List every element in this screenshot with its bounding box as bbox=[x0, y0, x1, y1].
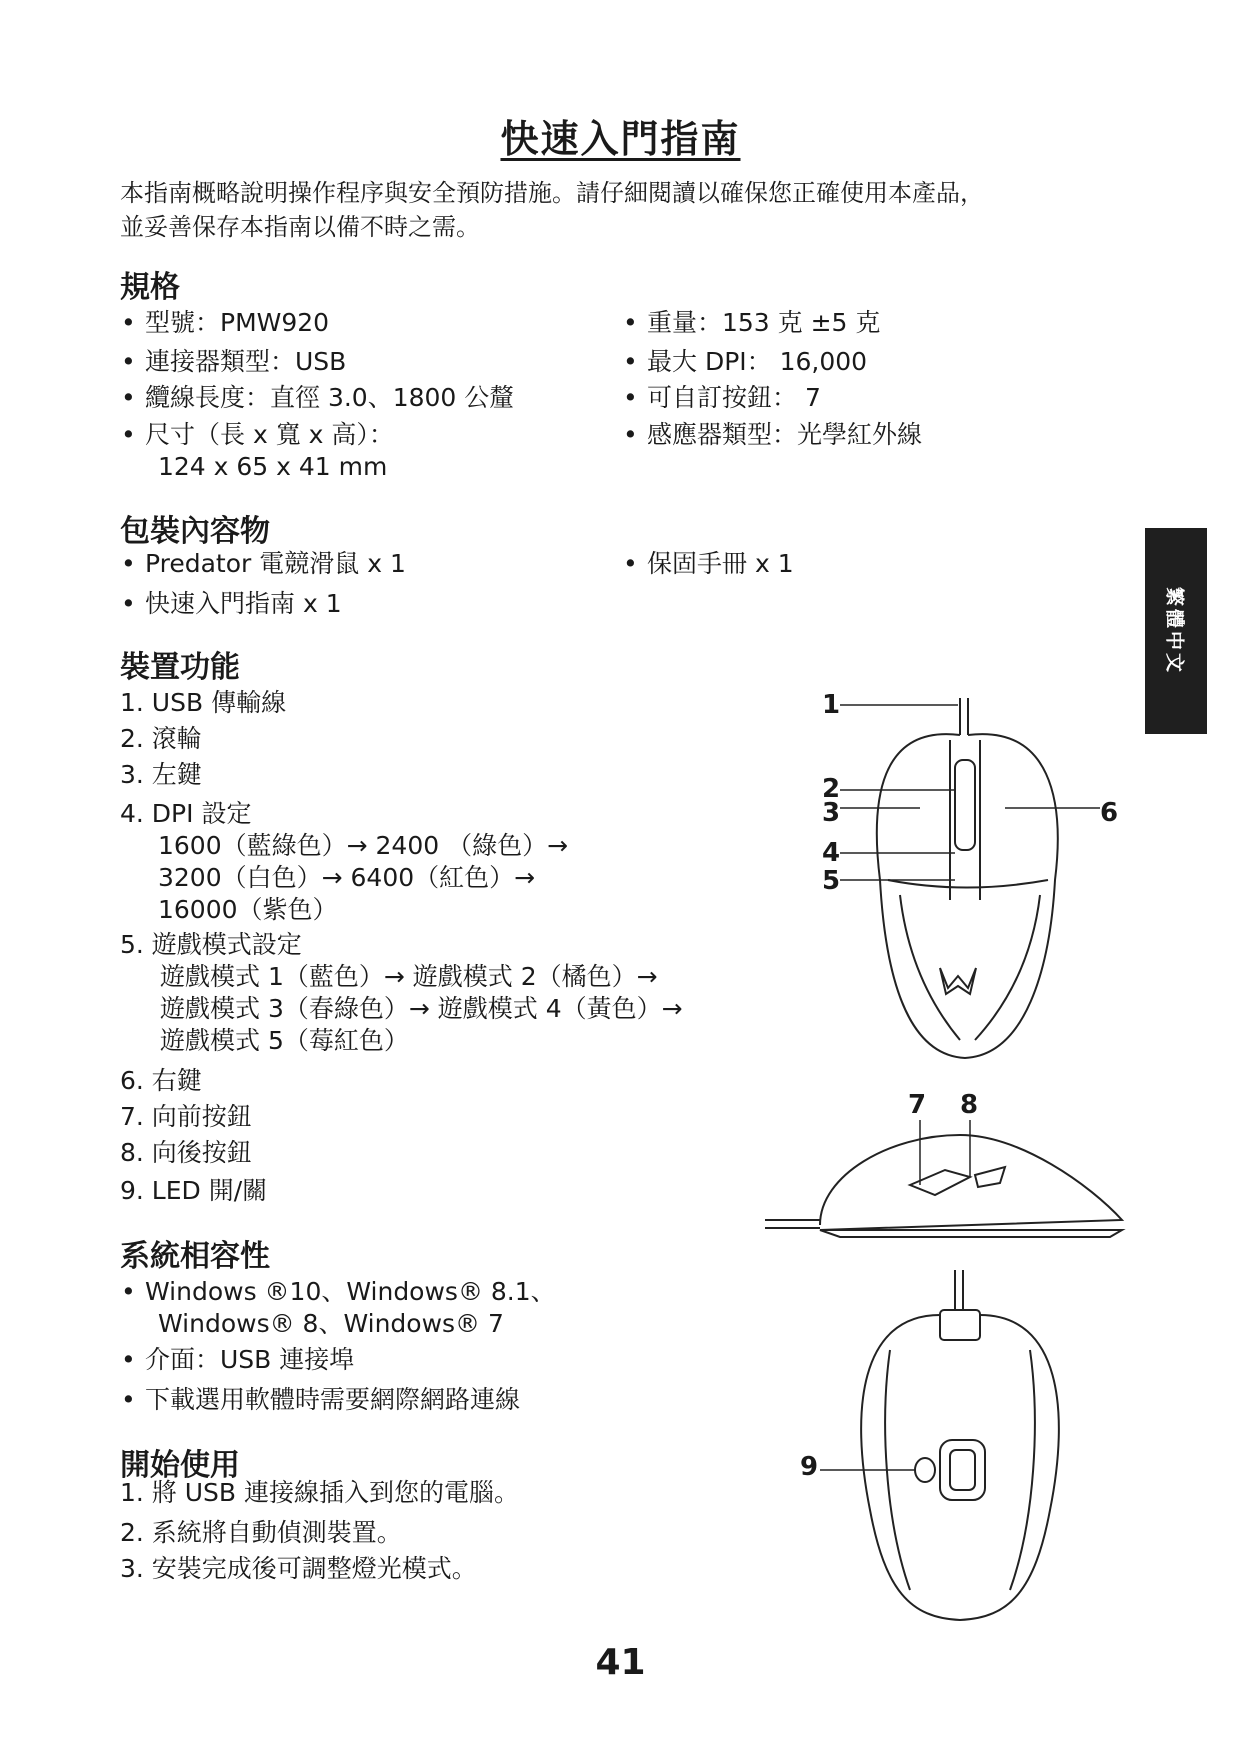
spec-sensor: • 感應器類型：光學紅外線 bbox=[647, 420, 922, 450]
feature-3: 3. 左鍵 bbox=[120, 760, 202, 789]
dpi-line-2: 3200（白色）→ 6400（紅色）→ bbox=[158, 863, 536, 892]
spec-cable: • 纜線長度：直徑 3.0、1800 公釐 bbox=[145, 383, 514, 413]
feature-2: 2. 滾輪 bbox=[120, 724, 202, 753]
mouse-side-view-illustration bbox=[760, 1095, 1130, 1255]
compat-interface: • 介面：USB 連接埠 bbox=[145, 1345, 354, 1375]
feature-1: 1. USB 傳輸線 bbox=[120, 688, 287, 717]
features-heading: 裝置功能 bbox=[120, 650, 240, 685]
package-item-guide: • 快速入門指南 x 1 bbox=[145, 589, 342, 619]
callout-6: 6 bbox=[1100, 798, 1119, 828]
spec-connector: • 連接器類型：USB bbox=[145, 347, 346, 377]
compat-os: • Windows ®10、Windows® 8.1、 bbox=[145, 1277, 556, 1307]
callout-4: 4 bbox=[822, 838, 841, 868]
callout-7: 7 bbox=[908, 1090, 927, 1120]
dpi-line-3: 16000（紫色） bbox=[158, 895, 338, 924]
feature-8: 8. 向後按鈕 bbox=[120, 1138, 252, 1167]
mouse-top-view-illustration bbox=[810, 680, 1130, 1080]
compat-heading: 系統相容性 bbox=[120, 1239, 270, 1274]
start-step-2: 2. 系統將自動偵測裝置。 bbox=[120, 1518, 402, 1547]
intro-line-2: 並妥善保存本指南以備不時之需。 bbox=[120, 213, 480, 241]
start-step-1: 1. 將 USB 連接線插入到您的電腦。 bbox=[120, 1478, 520, 1507]
compat-internet: • 下載選用軟體時需要網際網路連線 bbox=[145, 1385, 520, 1415]
package-heading: 包裝內容物 bbox=[120, 514, 270, 549]
feature-5: 5. 遊戲模式設定 bbox=[120, 930, 302, 959]
callout-2: 2 bbox=[822, 774, 841, 804]
start-heading: 開始使用 bbox=[120, 1448, 240, 1483]
page-title: 快速入門指南 bbox=[500, 117, 741, 161]
callout-5: 5 bbox=[822, 866, 841, 896]
compat-os-cont: Windows® 8、Windows® 7 bbox=[158, 1309, 504, 1338]
start-step-3: 3. 安裝完成後可調整燈光模式。 bbox=[120, 1554, 477, 1583]
intro-text bbox=[120, 176, 984, 244]
spec-weight: • 重量：153 克 ±5 克 bbox=[647, 308, 880, 338]
feature-4: 4. DPI 設定 bbox=[120, 799, 252, 828]
package-item-warranty: • 保固手冊 x 1 bbox=[647, 549, 794, 579]
callout-9: 9 bbox=[800, 1452, 819, 1482]
intro-line-1: 本指南概略說明操作程序與安全預防措施。請仔細閱讀以確保您正確使用本產品， bbox=[120, 179, 984, 207]
mouse-bottom-view-illustration bbox=[790, 1270, 1090, 1630]
feature-7: 7. 向前按鈕 bbox=[120, 1102, 252, 1131]
feature-9: 9. LED 開/關 bbox=[120, 1176, 268, 1205]
mode-line-1: 遊戲模式 1（藍色）→ 遊戲模式 2（橘色）→ bbox=[160, 962, 658, 991]
language-tab bbox=[1145, 528, 1207, 734]
callout-3: 3 bbox=[822, 798, 841, 828]
mode-line-3: 遊戲模式 5（莓紅色） bbox=[160, 1026, 409, 1055]
spec-buttons: • 可自訂按鈕： 7 bbox=[647, 383, 821, 413]
callout-8: 8 bbox=[960, 1090, 979, 1120]
language-tab-label: 繁體中文 bbox=[1163, 586, 1186, 676]
package-item-mouse: • Predator 電競滑鼠 x 1 bbox=[145, 549, 406, 579]
spec-model: • 型號：PMW920 bbox=[145, 308, 329, 338]
mode-line-2: 遊戲模式 3（春綠色）→ 遊戲模式 4（黃色）→ bbox=[160, 994, 683, 1023]
page-number: 41 bbox=[595, 1642, 646, 1683]
spec-size: • 尺寸（長 x 寬 x 高）： bbox=[145, 420, 394, 450]
spec-size-value: 124 x 65 x 41 mm bbox=[158, 452, 388, 481]
dpi-line-1: 1600（藍綠色）→ 2400 （綠色）→ bbox=[158, 831, 569, 860]
callout-1: 1 bbox=[822, 690, 841, 720]
spec-dpi: • 最大 DPI： 16,000 bbox=[647, 347, 867, 377]
feature-6: 6. 右鍵 bbox=[120, 1066, 202, 1095]
specs-heading: 規格 bbox=[120, 270, 180, 305]
